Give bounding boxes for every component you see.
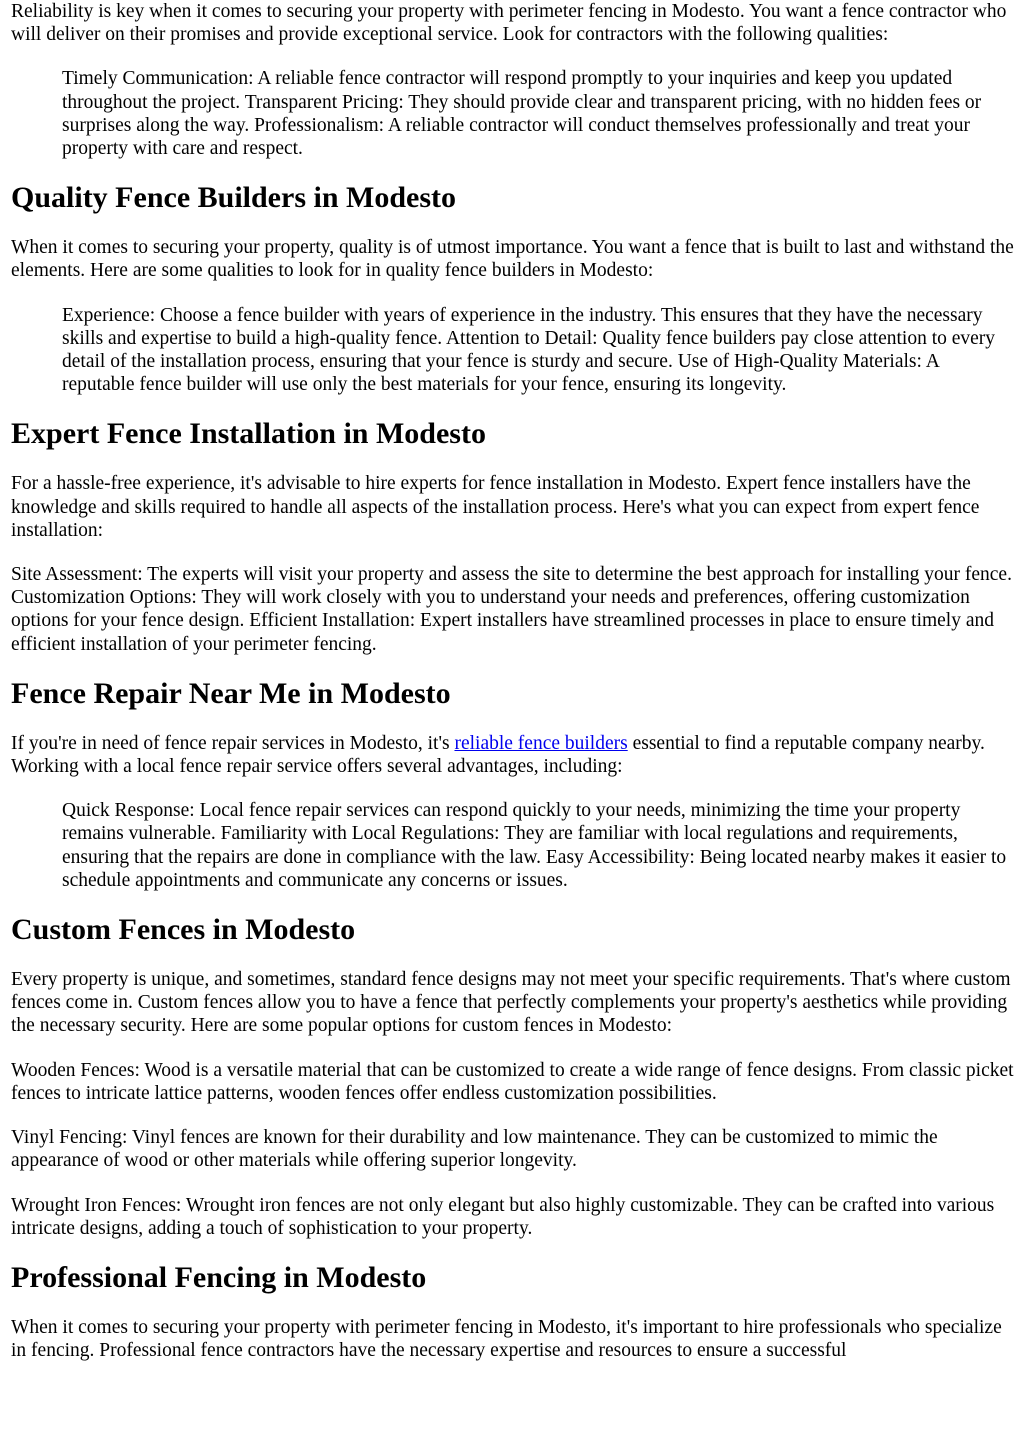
vinyl-fencing-paragraph: Vinyl Fencing: Vinyl fences are known for their durability and low maintenance. They can be customized to mimic the appearance of wood or other materials while offering superior longevity. xyxy=(11,1127,938,1172)
expert-installation-paragraph-1: For a hassle-free experience, it's advisable to hire experts for fence installation in Modesto. Expert fence installers have the knowledge and skills required to handle all aspects of the installation process. Here's what you can expect from expert fence installation: xyxy=(11,473,980,541)
reliability-qualities-quote: Timely Communication: A reliable fence contractor will respond promptly to your inquiries and keep you updated throughout the project. Transparent Pricing: They should provide clear and transparent pricing, with no hidden fees or surprises along the way. Professionalism: A reliable contractor will conduct themselves professionally and treat your property with care and respect. xyxy=(62,68,982,160)
intro-paragraph: Reliability is key when it comes to securing your property with perimeter fencing in Modesto. You want a fence contractor who will deliver on their promises and provide exceptional service. Look for contractors with the following qualities: xyxy=(11,1,1007,46)
fence-repair-quote: Quick Response: Local fence repair services can respond quickly to your needs, minimizing the time your property remains vulnerable. Familiarity with Local Regulations: They are familiar with local regulations and requirements, ensuring that the repairs are done in compliance with the law. Easy Accessibility: Being located nearby makes it easier to schedule appointments and communicate any concerns or issues. xyxy=(62,800,1007,891)
quality-builders-paragraph: When it comes to securing your property, quality is of utmost importance. You want a fence that is built to last and withstand the elements. Here are some qualities to look for in quality fence builders in Modesto: xyxy=(11,237,1014,282)
custom-fences-heading: Custom Fences in Modesto xyxy=(11,913,356,947)
fence-repair-text-after-link: essential to find a reputable company nearby. Working with a local fence repair service offers several advantages, including: xyxy=(11,732,985,778)
professional-fencing-paragraph: When it comes to securing your property with perimeter fencing in Modesto, it's important to hire professionals who specialize in fencing. Professional fence contractors have the necessary expertise and resources to ensure a successful xyxy=(11,1316,1002,1362)
expert-installation-paragraph-2: Site Assessment: The experts will visit your property and assess the site to determine the best approach for installing your fence. Customization Options: They will work closely with you to understand your needs and preferences, offering customization options for your fence design. Efficient Installation: Expert installers have streamlined processes in place to ensure timely and efficient installation of your perimeter fencing. xyxy=(11,564,1012,655)
custom-fences-paragraph-1: Every property is unique, and sometimes, standard fence designs may not meet your specific requirements. That's where custom fences come in. Custom fences allow you to have a fence that perfectly complements your property's aesthetics while providing the necessary security. Here are some popular options for custom fences in Modesto: xyxy=(11,969,1011,1037)
quality-builders-heading: Quality Fence Builders in Modesto xyxy=(11,181,456,215)
wrought-iron-paragraph: Wrought Iron Fences: Wrought iron fences are not only elegant but also highly customizable. They can be crafted into various intricate designs, adding a touch of sophistication to your property. xyxy=(11,1194,995,1239)
expert-installation-heading: Expert Fence Installation in Modesto xyxy=(11,417,486,451)
wooden-fences-paragraph: Wooden Fences: Wood is a versatile material that can be customized to create a wide range of fence designs. From classic picket fences to intricate lattice patterns, wooden fences offer endless customization possibilities. xyxy=(11,1059,1014,1104)
reliable-fence-builders-link[interactable]: reliable fence builders xyxy=(454,732,628,754)
fence-repair-paragraph xyxy=(11,732,1016,778)
fence-repair-heading: Fence Repair Near Me in Modesto xyxy=(11,676,451,710)
quality-builders-quote: Experience: Choose a fence builder with years of experience in the industry. This ensures that they have the necessary skills and expertise to build a high-quality fence. Attention to Detail: Quality fence builders pay close attention to every detail of the installation process, ensuring that your fence is sturdy and secure. Use of High-Quality Materials: A reputable fence builder will use only the best materials for your fence, ensuring its longevity. xyxy=(62,304,996,396)
fence-repair-text-before-link: If you're in need of fence repair services in Modesto, it's xyxy=(11,732,455,754)
professional-fencing-heading: Professional Fencing in Modesto xyxy=(11,1260,427,1294)
